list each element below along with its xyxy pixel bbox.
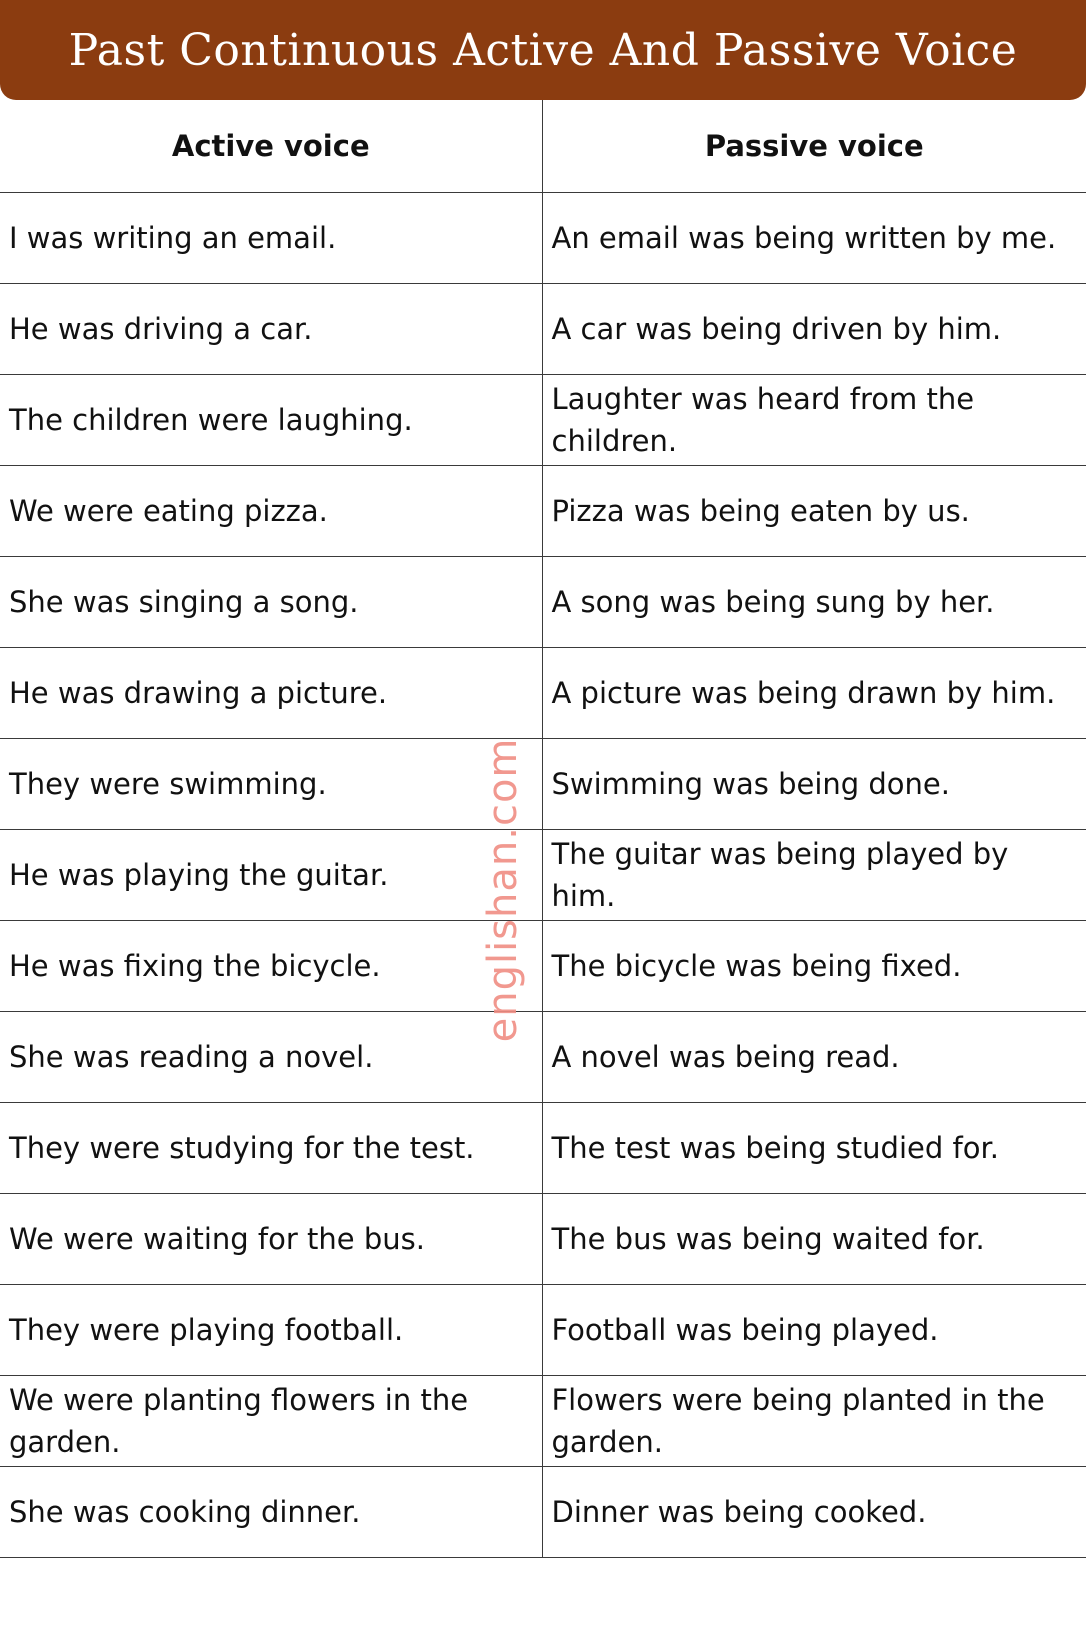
table-row <box>0 1012 1086 1103</box>
active-cell: They were playing football. <box>0 1285 542 1376</box>
passive-cell: A car was being driven by him. <box>542 284 1086 375</box>
passive-cell: A picture was being drawn by him. <box>542 648 1086 739</box>
title-banner <box>0 0 1086 100</box>
passive-cell: Laughter was heard from the children. <box>542 375 1086 466</box>
column-header-active: Active voice <box>0 100 542 193</box>
active-cell: He was playing the guitar. <box>0 830 542 921</box>
active-cell: She was reading a novel. <box>0 1012 542 1103</box>
active-cell: They were swimming. <box>0 739 542 830</box>
active-cell: She was cooking dinner. <box>0 1467 542 1558</box>
table-row <box>0 739 1086 830</box>
passive-cell: The guitar was being played by him. <box>542 830 1086 921</box>
active-cell: We were waiting for the bus. <box>0 1194 542 1285</box>
table-row <box>0 193 1086 284</box>
active-cell: We were eating pizza. <box>0 466 542 557</box>
table-row <box>0 921 1086 1012</box>
passive-cell: Football was being played. <box>542 1285 1086 1376</box>
watermark-text: englishan.com <box>480 737 526 1043</box>
active-cell: She was singing a song. <box>0 557 542 648</box>
table-row <box>0 466 1086 557</box>
table-row <box>0 1376 1086 1467</box>
active-cell: They were studying for the test. <box>0 1103 542 1194</box>
column-header-passive: Passive voice <box>542 100 1086 193</box>
table-row <box>0 830 1086 921</box>
passive-cell: An email was being written by me. <box>542 193 1086 284</box>
passive-cell: Swimming was being done. <box>542 739 1086 830</box>
passive-cell: A novel was being read. <box>542 1012 1086 1103</box>
passive-cell: Dinner was being cooked. <box>542 1467 1086 1558</box>
passive-cell: The test was being studied for. <box>542 1103 1086 1194</box>
table-header-row <box>0 100 1086 193</box>
passive-cell: A song was being sung by her. <box>542 557 1086 648</box>
voice-table <box>0 100 1086 1558</box>
active-cell: He was fixing the bicycle. <box>0 921 542 1012</box>
table-row <box>0 1103 1086 1194</box>
table-row <box>0 557 1086 648</box>
table-row <box>0 284 1086 375</box>
passive-cell: Pizza was being eaten by us. <box>542 466 1086 557</box>
page-title: Past Continuous Active And Passive Voice <box>68 24 1018 76</box>
passive-cell: The bus was being waited for. <box>542 1194 1086 1285</box>
table-row <box>0 648 1086 739</box>
passive-cell: Flowers were being planted in the garden. <box>542 1376 1086 1467</box>
table-row <box>0 1285 1086 1376</box>
table-row <box>0 375 1086 466</box>
active-cell: He was drawing a picture. <box>0 648 542 739</box>
table-row <box>0 1194 1086 1285</box>
active-cell: He was driving a car. <box>0 284 542 375</box>
table-row <box>0 1467 1086 1558</box>
active-cell: The children were laughing. <box>0 375 542 466</box>
active-cell: I was writing an email. <box>0 193 542 284</box>
active-cell: We were planting flowers in the garden. <box>0 1376 542 1467</box>
passive-cell: The bicycle was being fixed. <box>542 921 1086 1012</box>
